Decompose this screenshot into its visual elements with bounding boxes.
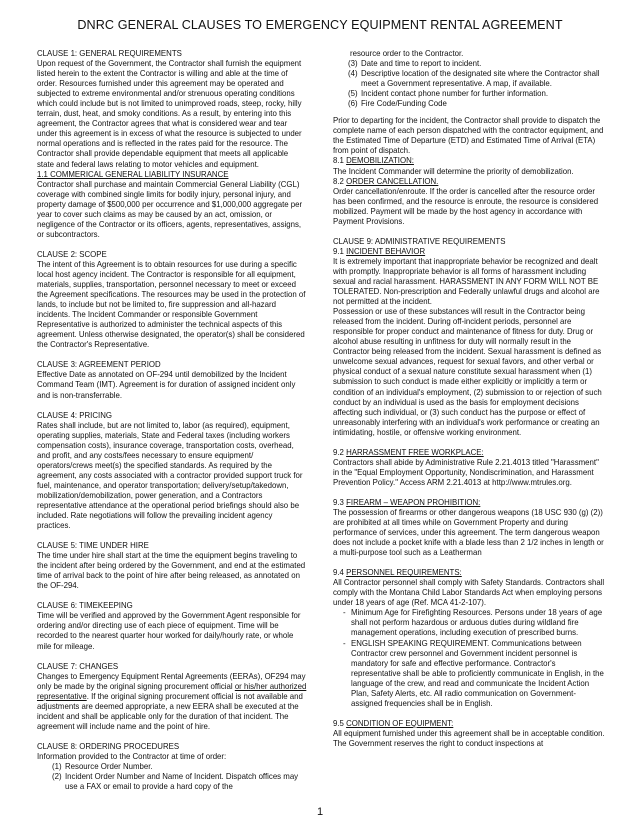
list-number: (3) [348, 59, 358, 69]
list-text: ENGLISH SPEAKING REQUIREMENT. Communications between Contractor crew personnel and Government incident personnel is mandatory for safe and effective performance. Contractor's representative shall be able to proficiently communicate in English, in the language of the crew, and read and communicate the Incident Action Plan, Safety Alerts, etc. All radio communication on Government-assigned frequencies shall be in English. [351, 638, 604, 708]
subsection-body: The possession of firearms or other dangerous weapons (18 USC 930 (g) (2)) are prohibited at all times while on Government Property and during performance of services, under this agreement. The term dangerous weapon does not include a pocket knife with a blade less than 2 1/2 inches in length or a multi-purpose tool such as a Leatherman [333, 507, 604, 558]
subsection-number: 8.2 [333, 176, 347, 186]
left-column [37, 49, 307, 792]
clause-1 [37, 49, 307, 240]
subsection-body: Order cancellation/enroute. If the order is cancelled after the resource order has been confirmed, and the resource is enroute, the resource is considered mobilized. Payment will be made by the host agency in accordance with Payment Provisions. [333, 186, 599, 226]
list-text: Minimum Age for Firefighting Resources. Persons under 18 years of age shall not perform hazardous or arduous duties during wildland fire management operations, including execution of prescribed burns. [351, 608, 603, 638]
clause-6 [37, 601, 307, 651]
subsection-title: PERSONNEL REQUIREMENTS: [346, 568, 462, 578]
list-text: Incident Order Number and Name of Incident. Dispatch offices may use a FAX or email to provide a hard copy of the [65, 772, 299, 792]
list-item [333, 99, 605, 109]
clause-body: Time will be verified and approved by the Government Agent responsible for ordering and/or directing use of each piece of equipment. Time will be recorded to the nearest quarter hour worked for daily/hourly rate, or whole mile for mileage. [37, 611, 301, 651]
clause-4 [37, 411, 307, 532]
clause-heading: CLAUSE 1: GENERAL REQUIREMENTS [37, 49, 182, 58]
clause-heading: CLAUSE 4: PRICING [37, 410, 112, 420]
clause-body: The intent of this Agreement is to obtain resources for use during a specific local host agency incident. The Contractor is responsible for all equipment, materials, supplies, transportation, personnel necessary to meet or exceed the Agreement specifications. The resources may be used in the protection of lands, to include but not be limited to, fire suppression and all-hazard incidents. The Incident Commander or responsible Government Representative is authorized to administer the technical aspects of this agreement. Unless otherwise designated, the operator(s) shall be considered the Contractor's Representative. [37, 259, 306, 350]
clause-8-continued [333, 49, 605, 227]
subsection-heading [333, 719, 605, 729]
list-continuation: resource order to the Contractor. [350, 49, 464, 58]
list-item [333, 59, 605, 69]
subsection-body: Contractors shall abide by Administrative Rule 2.21.4013 titled "Harassment" in the "Equal Employment Opportunity, Nondiscrimination, and Harassment Prevention Policy." Access ARM 2.21.4013 at http://www.mtrules.org. [333, 457, 599, 487]
list-number: (2) [52, 772, 62, 782]
subsection-body: All equipment furnished under this agreement shall be in acceptable condition. The Government reserves the right to conduct inspections at [333, 728, 605, 748]
document-title: DNRC GENERAL CLAUSES TO EMERGENCY EQUIPMENT RENTAL AGREEMENT [77, 18, 563, 32]
subsection-number: 9.5 [333, 718, 347, 728]
subsection-title: FIREARM – WEAPON PROHIBITION: [346, 497, 481, 507]
clause-text-underlined: or his/her authorized representative [37, 681, 307, 701]
subsection-heading [333, 247, 605, 257]
subsection-title: CONDITION OF EQUIPMENT: [346, 718, 454, 728]
list-item [333, 608, 605, 638]
subsection-body: It is extremely important that inappropriate behavior be recognized and dealt with promptly. Inappropriate behavior is all forms of harassment including sexual and racial harassment. HARASSMENT IN ANY FORM WILL NOT BE TOLERATED. Non-prescription and Federally unlawful drugs and alcohol are not permitted at the incident. [333, 256, 600, 307]
subsection-heading [333, 448, 605, 458]
clause-7 [37, 662, 307, 732]
list-item [37, 762, 307, 772]
clause-heading: CLAUSE 2: SCOPE [37, 249, 107, 259]
subsection-body: All Contractor personnel shall comply with Safety Standards. Contractors shall comply with the Montana Child Labor Standards Act when employing persons under 18 years of age (Ref. MCA 41-2-107). [333, 578, 605, 608]
clause-heading: CLAUSE 7: CHANGES [37, 661, 119, 671]
list-item [37, 772, 307, 792]
subsection-heading [333, 156, 605, 166]
subsection-heading [333, 498, 605, 508]
clause-5 [37, 541, 307, 591]
clause-body [37, 672, 307, 732]
list-item [333, 69, 605, 89]
clause-body: Prior to departing for the incident, the Contractor shall provide to dispatch the complete name of each person dispatched with the contractor equipment, and the Estimated Time of Departure (ETD) and Estimated Time of Arrival (ETA) from point of dispatch. [333, 116, 604, 156]
list-text: Incident contact phone number for further information. [361, 89, 549, 99]
subsection-body: Contractor shall purchase and maintain Commercial General Liability (CGL) coverage with combined single limits for bodily injury, personal injury, and property damage of $500,000 per occurrence and $1,000,000 aggregate per year to cover such claims as may be caused by an act, omission, or negligence of the Contractor or its officers, agents, representatives, assigns, or subcontractors. [37, 179, 303, 239]
list-number: (5) [348, 89, 358, 99]
clause-3 [37, 360, 307, 400]
clause-heading: CLAUSE 6: TIMEKEEPING [37, 601, 133, 611]
clause-intro: Information provided to the Contractor at time of order: [37, 751, 227, 761]
list-item [333, 89, 605, 99]
clause-heading: CLAUSE 9: ADMINISTRATIVE REQUIREMENTS [333, 236, 506, 246]
subsection-body: The Incident Commander will determine the priority of demobilization. [333, 166, 574, 176]
list-text: Resource Order Number. [65, 762, 153, 771]
subsection-title: INCIDENT BEHAVIOR [346, 246, 426, 256]
list-bullet: - [343, 638, 346, 648]
clause-heading: CLAUSE 3: AGREEMENT PERIOD [37, 360, 161, 370]
subsection-heading [333, 177, 605, 187]
subsection-title: HARRASSMENT FREE WORKPLACE: [346, 447, 484, 457]
subsection-body: Possession or use of these substances will result in the Contractor being released from the incident. During off-incident periods, personnel are responsible for proper conduct and maintenance of fitness for duty. Drug or alcohol abuse resulting in unfitness for duty will normally result in the Contractor being released from the incident. Sexual harassment is defined as unwelcome sexual advances, request for sexual favors, and other verbal or physical conduct of a sexual nature constitute sexual harassment when (1) submission to such conduct is made either explicitly or implicitly a term or condition of an individual's employment, (2) submission to or rejection of such conduct by an individual is used as the basis for employment decisions affecting such individual, or (3) such conduct has the purpose or effect of unreasonably interfering with an individual's work performance or creating an intimidating, hostile, or offensive working environment. [333, 307, 602, 437]
list-text: Fire Code/Funding Code [361, 99, 447, 109]
list-text: Descriptive location of the designated site where the Contractor shall meet a Government representative. A map, if available. [361, 69, 600, 89]
clause-9 [333, 237, 605, 749]
right-column [333, 49, 605, 749]
subsection-number: 9.1 [333, 246, 347, 256]
clause-heading: CLAUSE 8: ORDERING PROCEDURES [37, 741, 180, 751]
subsection-title: DEMOBILIZATION: [346, 156, 414, 166]
list-bullet: - [343, 608, 346, 618]
clause-2 [37, 250, 307, 350]
page-number: 1 [316, 806, 324, 818]
clause-body: Effective Date as annotated on OF-294 until demobilized by the Incident Command Team (IMT). Agreement is for duration of assigned incident only and is non-transferrable. [37, 370, 296, 400]
clause-text: Changes to Emergency Equipment Rental Agreements (EERAs), OF294 may only be made by the original signing procurement official [37, 671, 306, 691]
clause-8 [37, 742, 307, 792]
list-number: (4) [348, 69, 358, 79]
subsection-heading [333, 568, 605, 578]
list-number: (6) [348, 99, 358, 109]
clause-body: Upon request of the Government, the Contractor shall furnish the equipment listed herein to the extent the Contractor is willing and able at the time of order. Resources furnished under this agreement may be operated and subjected to extreme environmental and/or strenuous operating conditions which could include but is not limited to unimproved roads, steep, rocky, hilly terrain, dust, heat, and smoky conditions. As a result, by entering into this agreement, the Contractor agrees that what is considered wear and tear under this agreement is in excess of what the resource is subjected to under normal operations and is reflected in the rates paid for the resource. The Contractor shall provide dependable equipment that meets all applicable state and federal laws relating to motor vehicles and equipment. [37, 59, 302, 169]
subsection-number: 9.3 [333, 497, 347, 507]
clause-body: The time under hire shall start at the time the equipment begins traveling to the incident after being ordered by the Government, and end at the estimated time of arrival back to the point of hire after being released, as annotated on the OF-294. [37, 551, 306, 591]
clause-body: Rates shall include, but are not limited to, labor (as required), equipment, operating supplies, materials, State and Federal taxes (including workers compensation costs), insurance coverage, transportation costs, overhead, and profit, and any costs/fees necessary to ensure equipment/ operators/crews meet(s) the specified standards. As required by the agreement, any costs associated with a contractor provided support truck for fuel, maintenance, and operator transportation; delivery/setup/takedown, mobilization/demobilization, power generation, and a Contractors representative attendance at the operational period briefings should also be included. Rate negotiations will follow the prevailing incident agency practices. [37, 420, 303, 531]
subsection-number: 9.2 [333, 447, 347, 457]
clause-heading: CLAUSE 5: TIME UNDER HIRE [37, 541, 149, 551]
subsection-title: ORDER CANCELLATION. [346, 176, 439, 186]
subsection-heading: 1.1 COMMERICAL GENERAL LIABILITY INSURANCE [37, 169, 229, 179]
clause-text: . If the original signing procurement official is not available and adjustments are deemed appropriate, a new EERA shall be executed at the incident and shall be applicable only for the duration of that incident. The agreement will include name and the point of hire. [37, 691, 303, 731]
list-text: Date and time to report to incident. [361, 59, 482, 69]
list-item [333, 639, 605, 709]
list-number: (1) [52, 762, 62, 771]
subsection-number: 8.1 [333, 156, 347, 166]
subsection-number: 9.4 [333, 568, 347, 578]
